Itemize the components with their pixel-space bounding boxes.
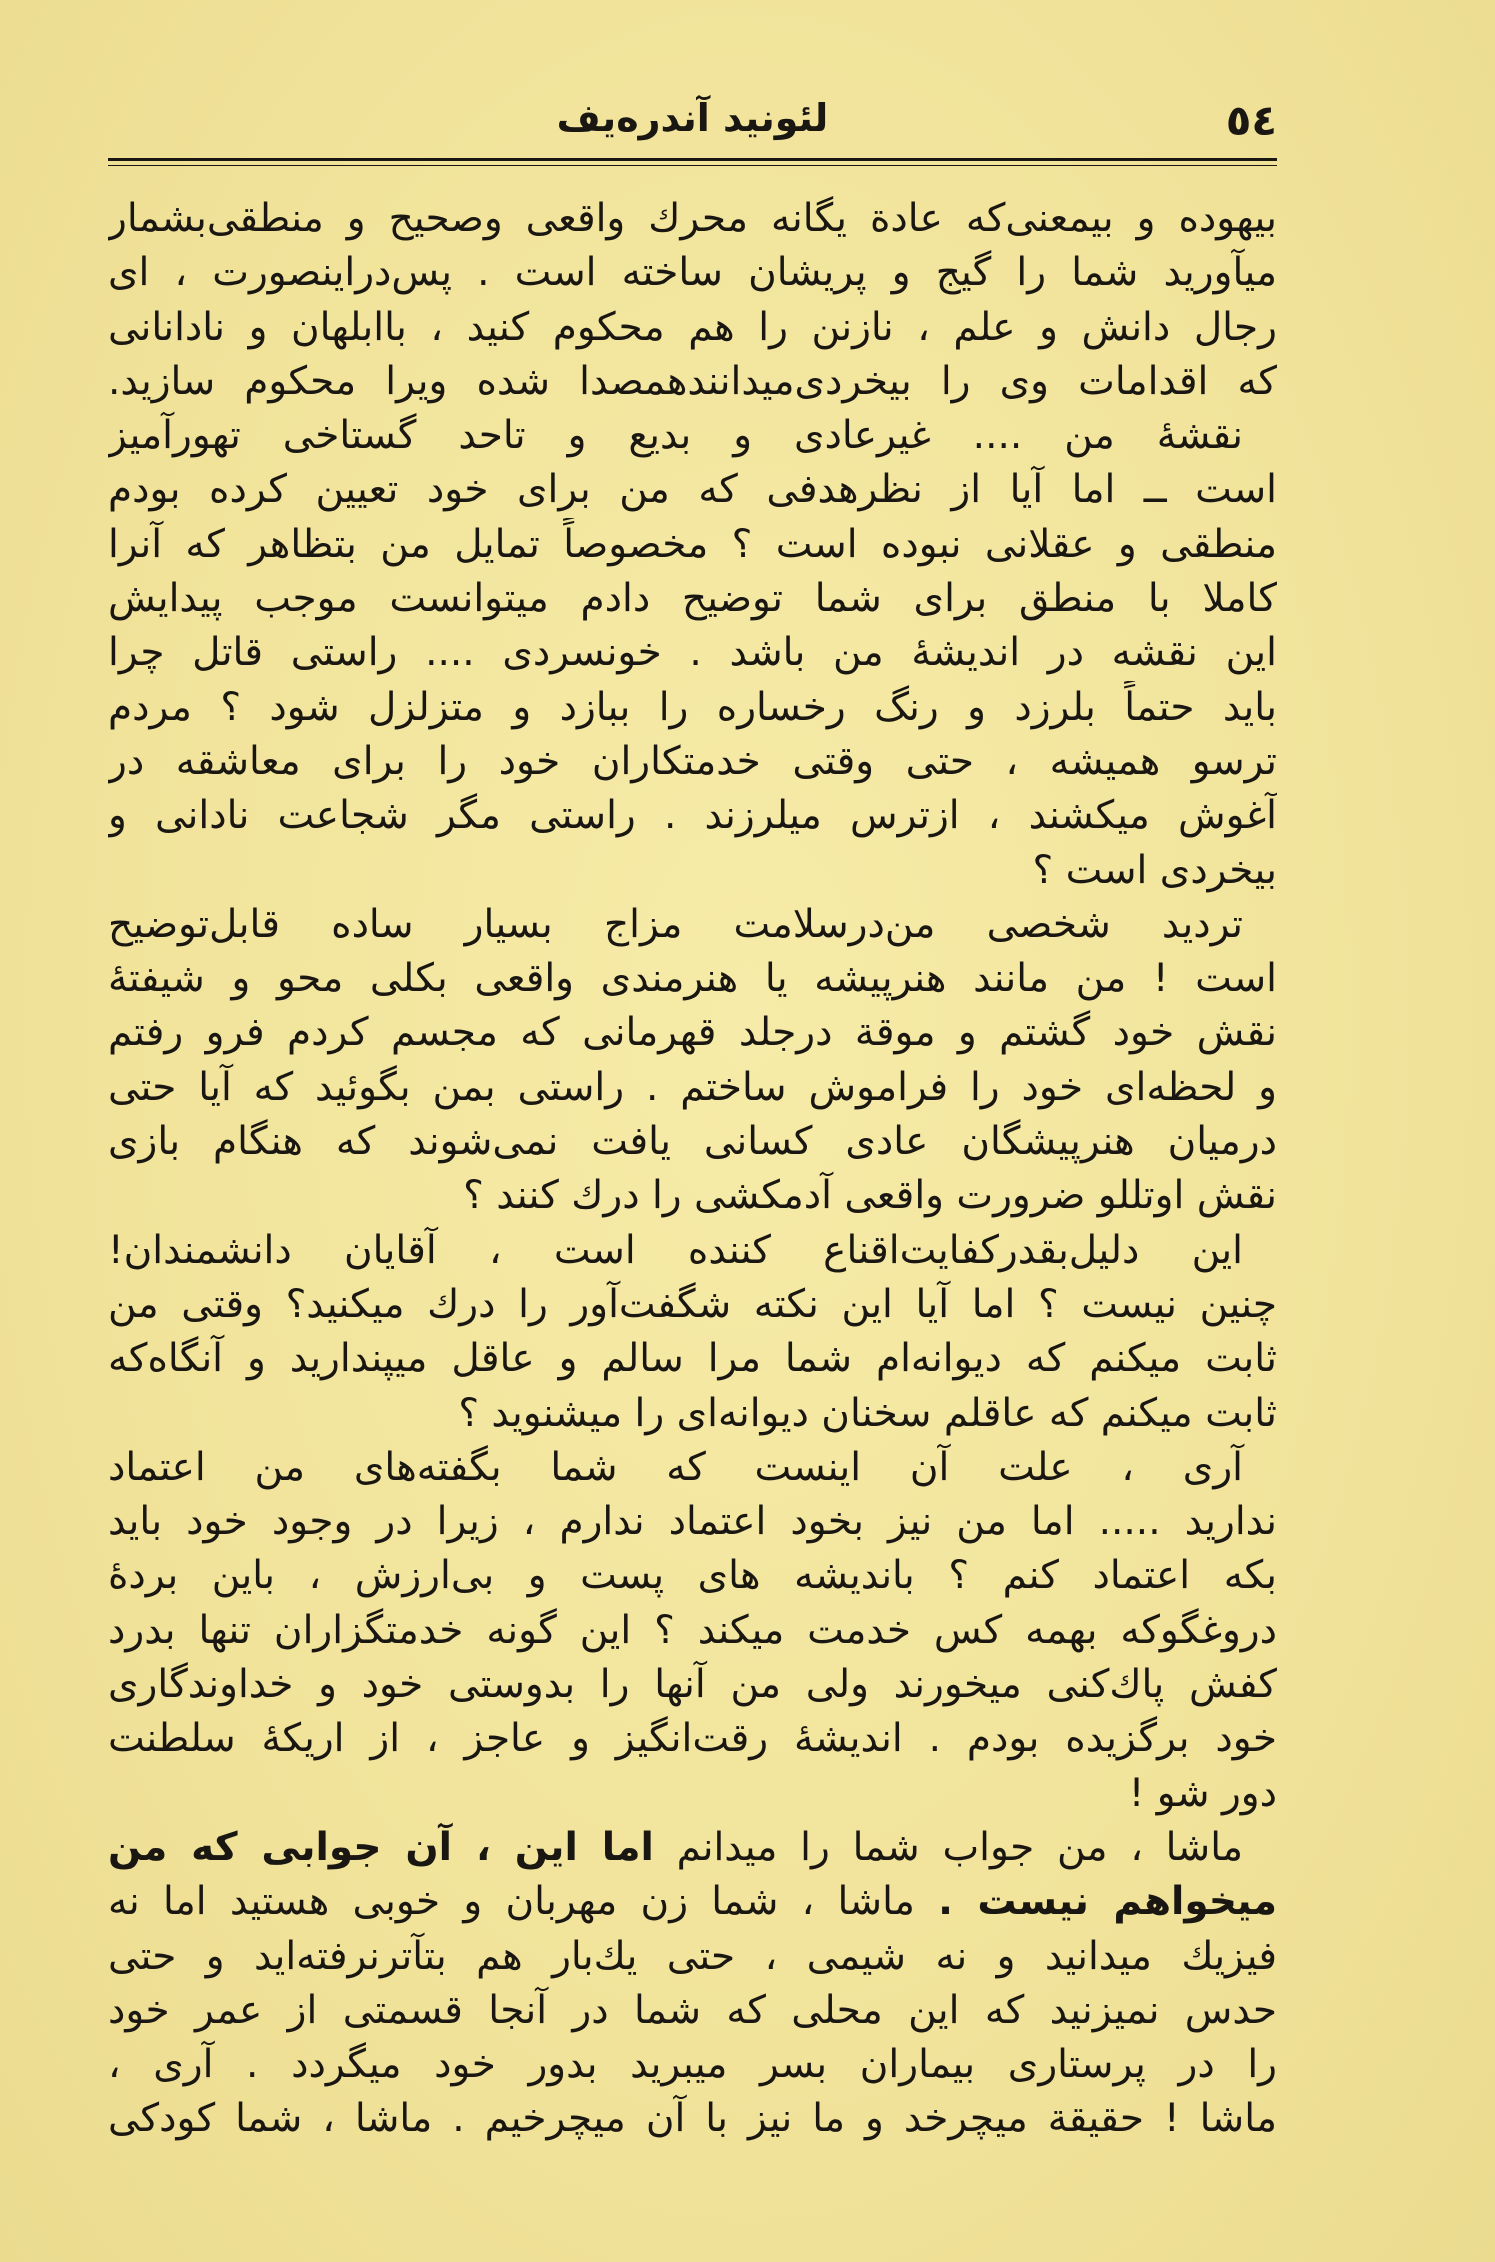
text-segment: ماشا ، من جواب شما را میدانم [653,1824,1243,1870]
text-line: دروغگوکه بهمه کس خدمت میکند ؟ این گونه خدمتگزاران تنها بدرد [108,1607,1277,1653]
text-line: چنین نیست ؟ اما آیا این نکته شگفت‌آور را درك میکنید؟ وقتی من [108,1281,1277,1327]
text-line: ثابت میکنم که عاقلم سخنان دیوانه‌ای را میشنوید ؟ [458,1390,1277,1436]
bold-text-segment: میخواهم نیست . [938,1879,1277,1925]
text-line: که اقدامات وی را بیخردی‌میدانندهمصدا شده ویرا محکوم سازید. [108,358,1277,404]
text-line: میآورید شما را گیج و پریشان ساخته است . پس‌دراینصورت ، ای [108,250,1277,296]
text-line: آغوش میکشند ، ازترس میلرزند . راستی مگر شجاعت نادانی و [108,793,1277,839]
text-line: نقشهٔ من .... غیرعادی و بدیع و تاحد گستاخی تهورآمیز [108,413,1243,459]
text-line: منطقی و عقلانی نبوده است ؟ مخصوصاً تمایل من بتظاهر که آنرا [108,521,1277,567]
text-line: است ــ اما آیا از نظرهدفی که من برای خود تعیین کرده بودم [108,467,1277,513]
text-line: نقش اوتللو ضرورت واقعی آدمکشی را درك کنند ؟ [463,1173,1277,1219]
text-line: بیهوده و بیمعنی‌که عادة یگانه محرك واقعی وصحیح و منطقی‌بشمار [108,196,1277,241]
text-line: باید حتماً بلرزد و رنگ رخساره را ببازد و متزلزل شود ؟ مردم [108,684,1277,730]
text-line: ثابت میکنم که دیوانه‌ام شما مرا سالم و عاقل میپندارید و آنگاه‌که [108,1336,1277,1382]
text-line: ماشا ! حقیقة میچرخد و ما نیز با آن میچرخیم . ماشا ، شما کودکی [108,2096,1277,2142]
text-line-mixed [108,1875,1277,1929]
header-rule [108,158,1277,161]
bold-text-segment: اما این ، آن جوابی که من [108,1824,654,1870]
text-line: درمیان هنرپیشگان عادی کسانی یافت نمی‌شوند که هنگام بازی [108,1119,1277,1165]
text-line: نقش خود گشتم و موقة درجلد قهرمانی که مجسم کردم فرو رفتم [108,1010,1277,1056]
header-rule-thin [108,165,1277,166]
text-line: رجال دانش و علم ، نازنن را هم محکوم کنید ، باابلهان و نادانانی [108,304,1277,350]
text-line: خود برگزیده بودم . اندیشهٔ رقت‌انگیز و عاجز ، از اریکهٔ سلطنت [108,1716,1277,1762]
text-line: کاملا با منطق برای شما توضیح دادم میتوانست موجب پیدایش [108,576,1277,622]
running-title: لئونید آندره‌یف [556,96,829,140]
page-header [108,92,1277,152]
text-line: را در پرستاری بیماران بسر میبرید بدور خود میگردد . آری ، [108,2042,1277,2088]
text-line: بیخردی است ؟ [1032,847,1277,893]
text-line: این نقشه در اندیشهٔ من باشد . خونسردی .... راستی قاتل چرا [108,630,1277,676]
text-line: بکه اعتماد کنم ؟ باندیشه های پست و بی‌ارزش ، باین بردهٔ [108,1553,1277,1599]
text-line: تردید شخصی من‌درسلامت مزاج بسیار ساده قابل‌توضیح [108,901,1243,947]
page-number: ٥٤ [1225,96,1277,145]
text-line: و لحظه‌ای خود را فراموش ساختم . راستی بمن بگوئید که آیا حتی [108,1064,1277,1110]
text-line: فیزیك میدانید و نه شیمی ، حتی یك‌بار هم بتآترنرفته‌اید و حتی [108,1933,1277,1979]
text-line: است ! من مانند هنرپیشه یا هنرمندی واقعی بکلی محو و شیفتهٔ [108,956,1277,1002]
text-line: ترسو همیشه ، حتی وقتی خدمتکاران خود را برای معاشقه در [108,738,1277,784]
text-segment: ماشا ، شما زن مهربان و خوبی هستید اما نه [108,1879,939,1925]
text-line: کفش پاك‌کنی میخورند ولی من آنها را بدوستی خود و خداوندگاری [108,1662,1277,1708]
text-line: حدس نمیزنید که این محلی که شما در آنجا قسمتی از عمر خود [108,1987,1277,2033]
body-text [108,192,1277,2147]
text-line: این دلیل‌بقدرکفایت‌اقناع کننده است ، آقایان دانشمندان! [108,1227,1243,1273]
text-line-mixed [108,1821,1277,1875]
text-line: دور شو ! [1128,1770,1277,1816]
text-line: ندارید ..... اما من نیز بخود اعتماد ندارم ، زیرا در وجود خود باید [108,1499,1277,1545]
text-line: آری ، علت آن اینست که شما بگفته‌های من اعتماد [108,1444,1243,1490]
